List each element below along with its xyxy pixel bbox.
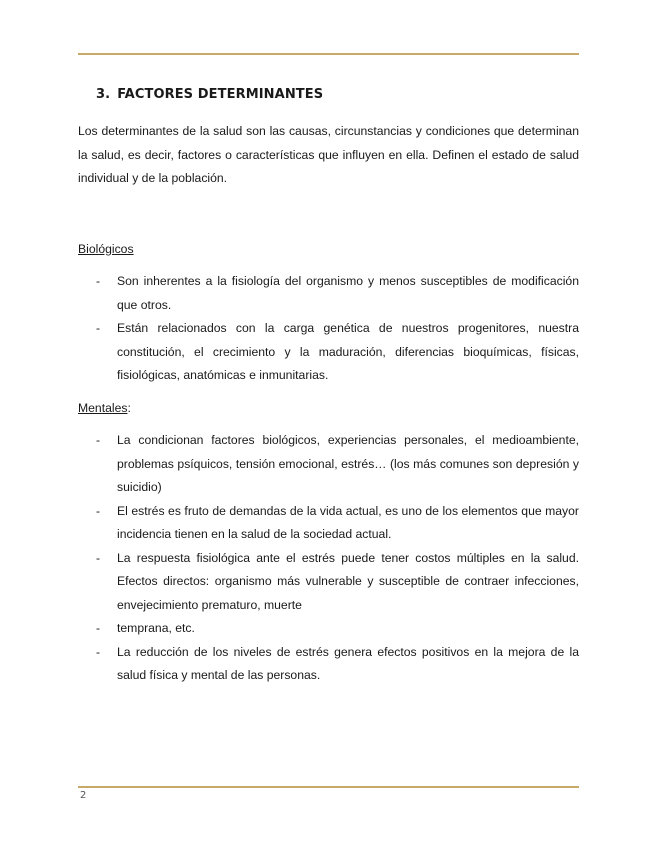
bullet-dash: -	[96, 644, 101, 659]
list-item	[78, 270, 579, 317]
list-item-text: temprana, etc.	[117, 621, 195, 635]
header-rule	[78, 53, 579, 55]
list-item-text: La condicionan factores biológicos, experiencias personales, el medioambiente, problemas psíquicos, tensión emocional, estrés… (los más comunes son depresión y suicidio)	[117, 433, 579, 494]
spacer	[78, 261, 579, 270]
list-item	[78, 317, 579, 388]
list-item	[78, 641, 579, 688]
list-item-text: La reducción de los niveles de estrés genera efectos positivos en la mejora de la salud física y mental de las personas.	[117, 644, 579, 682]
page-number: 2	[80, 790, 87, 801]
intro-paragraph: Los determinantes de la salud son las causas, circunstancias y condiciones que determinan la salud, es decir, factores o características que influyen en ella. Definen el estado de salud individual y de la población.	[78, 124, 579, 185]
bullet-dash: -	[96, 321, 101, 335]
section-title-text: FACTORES DETERMINANTES	[117, 87, 324, 102]
list-item-text: El estrés es fruto de demandas de la vida actual, es uno de los elementos que mayor incidencia tienen en la salud de la sociedad actual.	[117, 503, 579, 541]
list-item-text: La respuesta fisiológica ante el estrés puede tener costos múltiples en la salud. Efectos directos: organismo más vulnerable y susceptible de contraer infecciones, envejecimiento prematuro, muerte	[117, 550, 579, 612]
bullet-dash: -	[96, 433, 101, 447]
document-body	[78, 120, 579, 688]
subsection-title-suffix: :	[127, 400, 131, 415]
list-item	[78, 547, 579, 618]
subsection-title-mentales	[78, 397, 579, 421]
spacer	[78, 420, 579, 429]
subsection-title-biologicos	[78, 238, 579, 262]
bullet-list-biologicos	[78, 270, 579, 388]
section-number: 3.	[96, 87, 111, 102]
footer-rule	[78, 786, 579, 788]
bullet-dash: -	[96, 274, 101, 288]
list-item-text: Son inherentes a la fisiología del organismo y menos susceptibles de modificación que otros.	[117, 274, 579, 312]
bullet-list-mentales	[78, 429, 579, 688]
list-item	[78, 500, 579, 547]
list-item	[78, 429, 579, 500]
list-item	[78, 617, 579, 641]
subsection-title-text: Biológicos	[78, 241, 134, 256]
list-item-text: Están relacionados con la carga genética de nuestros progenitores, nuestra constitución, el crecimiento y la maduración, diferencias bioquímicas, físicas, fisiológicas, anatómicas e inmunitarias.	[117, 321, 579, 382]
subsection-title-text: Mentales	[78, 400, 128, 415]
spacer	[78, 388, 579, 397]
spacer	[78, 191, 579, 238]
section-heading	[96, 87, 323, 102]
bullet-dash: -	[96, 621, 101, 635]
bullet-dash: -	[96, 503, 101, 518]
bullet-dash: -	[96, 550, 101, 565]
